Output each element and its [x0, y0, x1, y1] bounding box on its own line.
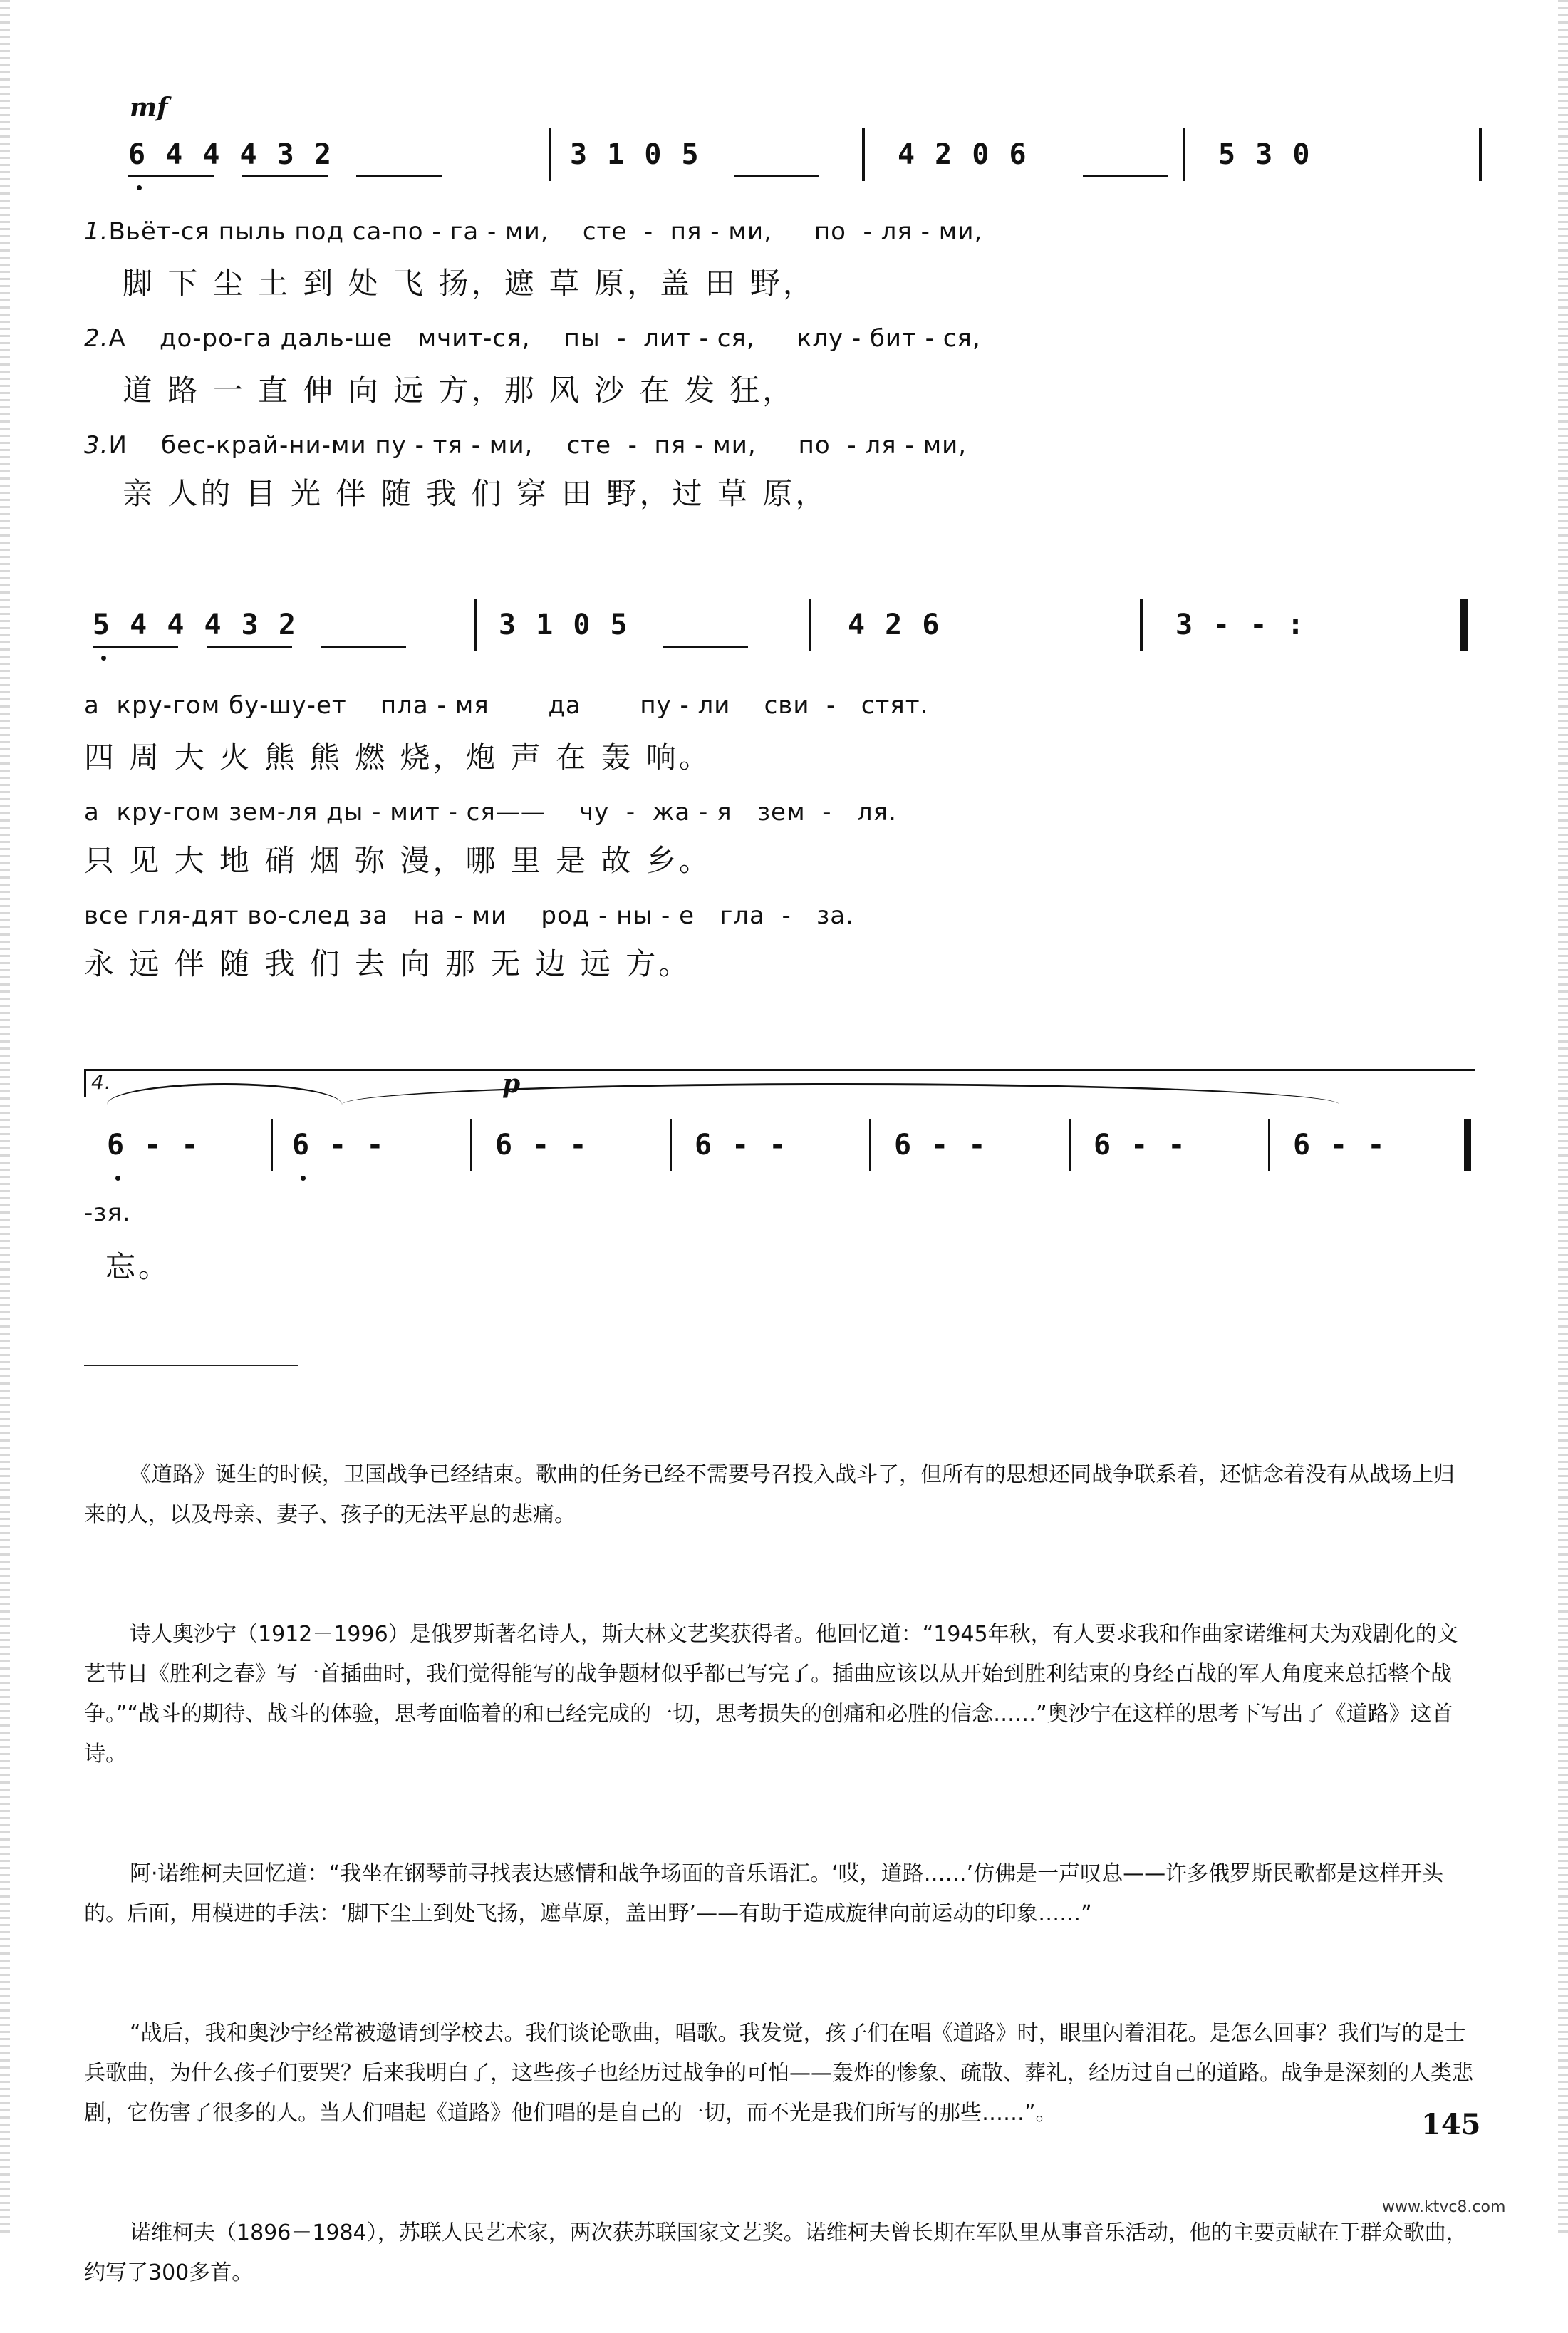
low-octave-dot [115, 1176, 120, 1181]
lyric-ru-verse-3: 3.И бес-край-ни-ми пу - тя - ми, сте - пя - ми, по - ля - ми, [84, 431, 967, 460]
barline [869, 1119, 871, 1171]
lyric-cn-verse-2: 道 路 一 直 伸 向 远 方，那 风 沙 在 发 狂， [123, 373, 796, 408]
lyric-ru-verse-3b: все гля-дят во-след за на - ми род - ны - е гла - за. [84, 901, 854, 930]
beam [207, 646, 292, 648]
beam [1083, 175, 1168, 177]
lyric-ru-verse-1b: а кру-гом бу-шу-ет пла - мя да пу - ли сви - стят. [84, 691, 929, 720]
lyric-ru-verse-1: 1.Вьёт-ся пыль под са-по - га - ми, сте - пя - ми, по - ля - ми, [84, 217, 983, 246]
dynamic-mf: mf [130, 93, 168, 123]
barline [1268, 1119, 1270, 1171]
dynamic-p: p [502, 1069, 521, 1099]
beam [663, 646, 748, 648]
beam [356, 175, 442, 177]
page-number: 145 [1421, 2108, 1481, 2141]
note-paragraph: 《道路》诞生的时候，卫国战争已经结束。歌曲的任务已经不需要号召投入战斗了，但所有的思想还同战争联系着，还惦念着没有从战场上归来的人，以及母亲、妻子、孩子的无法平息的悲痛。 [84, 1462, 1455, 1527]
barline [1183, 128, 1185, 181]
beam [734, 175, 819, 177]
barline [670, 1119, 672, 1171]
final-barline [1464, 1119, 1471, 1171]
low-octave-dot [101, 656, 106, 661]
lyric-cn-verse-1: 脚 下 尘 土 到 处 飞 扬，遮 草 原，盖 田 野， [123, 266, 816, 301]
barline [1479, 128, 1482, 181]
watermark: www.ktvc8.com [1382, 2198, 1506, 2216]
note-paragraph: 阿·诺维柯夫回忆道：“我坐在钢琴前寻找表达感情和战争场面的音乐语汇。‘哎，道路……’仿佛是一声叹息——许多俄罗斯民歌都是这样开头的。后面，用模进的手法：‘脚下尘土到处飞扬，遮草原，盖田野’——有助于造成旋律向前运动的印象……” [84, 1861, 1444, 1926]
barline [474, 599, 477, 651]
beam [321, 646, 406, 648]
lyric-ru-coda: -зя. [84, 1199, 131, 1227]
score-row-3: 6 - - 6 - - 6 - - 6 - - 6 - - 6 - - 6 - - [107, 1119, 1475, 1169]
low-octave-dot [137, 185, 142, 190]
score-row-1: 6 4 4 4 3 2 3 1 0 5 4 2 0 6 5 3 0 [121, 128, 1489, 178]
barline [271, 1119, 273, 1171]
barline [1069, 1119, 1071, 1171]
barline [1140, 599, 1143, 651]
barline [470, 1119, 472, 1171]
volta-label: 4. [91, 1070, 112, 1094]
barline [809, 599, 811, 651]
lyric-ru-verse-2b: а кру-гом зем-ля ды - мит - ся—— чу - жа - я зем - ля. [84, 798, 897, 827]
notes-block [84, 1375, 1473, 2333]
lyric-ru-verse-2: 2.А до-ро-га даль-ше мчит-ся, пы - лит - ся, клу - бит - ся, [84, 324, 981, 353]
repeat-end-barline [1460, 599, 1468, 651]
lyric-cn-verse-3b: 永 远 伴 随 我 们 去 向 那 无 边 远 方。 [84, 946, 692, 981]
footnote-rule [84, 1365, 298, 1366]
page-edge-right [1558, 0, 1568, 2238]
beam [93, 646, 178, 648]
lyric-cn-coda: 忘。 [105, 1249, 172, 1284]
page-edge-left [0, 0, 10, 2238]
lyric-cn-verse-2b: 只 见 大 地 硝 烟 弥 漫，哪 里 是 故 乡。 [84, 843, 712, 878]
note-paragraph: 诗人奥沙宁（1912－1996）是俄罗斯著名诗人，斯大林文艺奖获得者。他回忆道：“1945年秋，有人要求我和作曲家诺维柯夫为戏剧化的文艺节目《胜利之春》写一首插曲时，我们觉得能写的战争题材似乎都已写完了。插曲应该以从开始到胜利结束的身经百战的军人角度来总括整个战争。”“战斗的期待、战斗的体验，思考面临着的和已经完成的一切，思考损失的创痛和必胜的信念……”奥沙宁在这样的思考下写出了《道路》这首诗。 [84, 1622, 1458, 1766]
barline [549, 128, 551, 181]
low-octave-dot [301, 1176, 306, 1181]
note-paragraph: 诺维柯夫（1896－1984），苏联人民艺术家，两次获苏联国家文艺奖。诺维柯夫曾长期在军队里从事音乐活动，他的主要贡献在于群众歌曲，约写了300多首。 [84, 2220, 1468, 2285]
lyric-cn-verse-3: 亲 人的 目 光 伴 随 我 们 穿 田 野，过 草 原， [123, 476, 829, 511]
note-paragraph: “战后，我和奥沙宁经常被邀请到学校去。我们谈论歌曲，唱歌。我发觉，孩子们在唱《道路》时，眼里闪着泪花。是怎么回事？我们写的是士兵歌曲，为什么孩子们要哭？后来我明白了，这些孩子也经历过战争的可怕——轰炸的惨象、疏散、葬礼，经历过自己的道路。战争是深刻的人类悲剧，它伤害了很多的人。当人们唱起《道路》他们唱的是自己的一切，而不光是我们所写的那些……”。 [84, 2021, 1473, 2126]
beam [128, 175, 214, 177]
lyric-cn-verse-1b: 四 周 大 火 熊 熊 燃 烧，炮 声 在 轰 响。 [84, 740, 712, 775]
barline [862, 128, 865, 181]
score-row-2: 5 4 4 4 3 2 3 1 0 5 4 2 6 3 - - : [121, 599, 1489, 648]
beam [242, 175, 328, 177]
